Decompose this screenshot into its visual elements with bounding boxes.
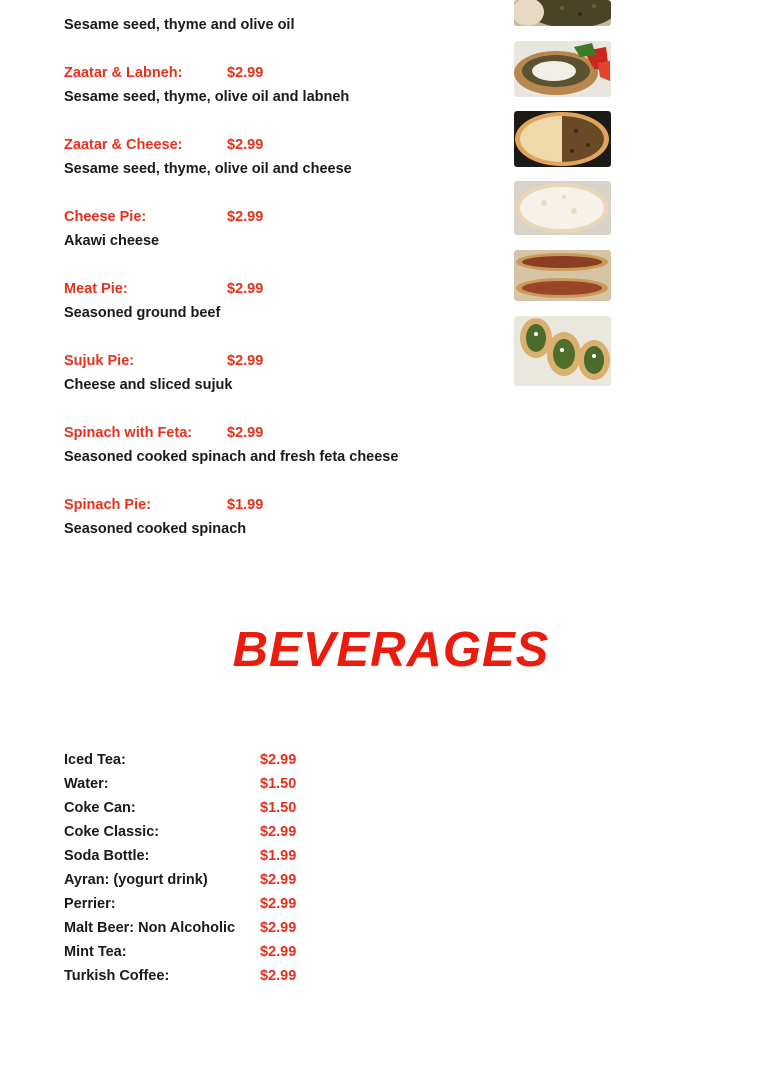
beverage-price: $2.99 xyxy=(260,824,297,840)
beverage-name: Coke Can: xyxy=(64,800,136,816)
beverage-row xyxy=(64,822,364,846)
beverage-price: $2.99 xyxy=(260,752,297,768)
menu-item xyxy=(64,208,484,280)
item-description: Seasoned ground beef xyxy=(64,305,221,321)
beverage-price: $2.99 xyxy=(260,944,297,960)
beverage-row xyxy=(64,966,364,990)
beverage-row xyxy=(64,846,364,870)
menu-item xyxy=(64,280,484,352)
beverage-row xyxy=(64,798,364,822)
meat-pie-photo xyxy=(514,250,611,301)
beverage-name: Mint Tea: xyxy=(64,944,127,960)
beverage-name: Water: xyxy=(64,776,109,792)
beverage-name: Turkish Coffee: xyxy=(64,968,170,984)
item-description: Sesame seed, thyme, olive oil and labneh xyxy=(64,89,350,105)
beverage-price: $2.99 xyxy=(260,896,297,912)
zaatar-pie-photo xyxy=(514,0,611,26)
menu-item xyxy=(64,0,484,64)
menu-item xyxy=(64,136,484,208)
item-price: $2.99 xyxy=(227,425,264,441)
beverage-price: $2.99 xyxy=(260,872,297,888)
item-description: Seasoned cooked spinach and fresh feta cheese xyxy=(64,449,399,465)
beverage-row xyxy=(64,750,364,774)
beverage-name: Iced Tea: xyxy=(64,752,126,768)
item-price: $2.99 xyxy=(227,353,264,369)
item-price: $2.99 xyxy=(227,137,264,153)
beverage-name: Perrier: xyxy=(64,896,116,912)
beverage-name: Coke Classic: xyxy=(64,824,160,840)
item-price: $2.99 xyxy=(227,209,264,225)
beverage-row xyxy=(64,894,364,918)
beverage-name: Soda Bottle: xyxy=(64,848,150,864)
item-name: Zaatar & Labneh: xyxy=(64,65,183,81)
beverages-list xyxy=(64,750,364,990)
menu-item xyxy=(64,496,484,568)
beverage-price: $1.50 xyxy=(260,800,297,816)
beverage-row xyxy=(64,918,364,942)
item-name: Spinach with Feta: xyxy=(64,425,193,441)
beverages-heading: BEVERAGES xyxy=(232,623,550,677)
beverage-price: $1.50 xyxy=(260,776,297,792)
beverage-row xyxy=(64,942,364,966)
beverage-name: Ayran: (yogurt drink) xyxy=(64,872,208,888)
item-description: Sesame seed, thyme and olive oil xyxy=(64,17,295,33)
menu-item xyxy=(64,424,484,496)
beverage-row xyxy=(64,870,364,894)
item-description: Sesame seed, thyme, olive oil and cheese xyxy=(64,161,352,177)
item-description: Seasoned cooked spinach xyxy=(64,521,247,537)
item-name: Sujuk Pie: xyxy=(64,353,135,369)
item-name: Zaatar & Cheese: xyxy=(64,137,183,153)
spinach-pie-photo xyxy=(514,316,611,386)
item-description: Akawi cheese xyxy=(64,233,160,249)
item-name: Spinach Pie: xyxy=(64,497,152,513)
zaatar-labneh-photo xyxy=(514,41,611,97)
pastry-menu-list xyxy=(64,0,484,568)
beverage-row xyxy=(64,774,364,798)
beverage-price: $2.99 xyxy=(260,968,297,984)
item-price: $1.99 xyxy=(227,497,264,513)
item-name: Meat Pie: xyxy=(64,281,128,297)
beverage-price: $1.99 xyxy=(260,848,297,864)
beverage-price: $2.99 xyxy=(260,920,297,936)
menu-item xyxy=(64,352,484,424)
item-description: Cheese and sliced sujuk xyxy=(64,377,233,393)
beverage-name: Malt Beer: Non Alcoholic xyxy=(64,920,236,936)
item-price: $2.99 xyxy=(227,281,264,297)
cheese-pie-photo xyxy=(514,181,611,235)
item-name: Cheese Pie: xyxy=(64,209,147,225)
item-price: $2.99 xyxy=(227,65,264,81)
zaatar-cheese-photo xyxy=(514,111,611,167)
menu-item xyxy=(64,64,484,136)
